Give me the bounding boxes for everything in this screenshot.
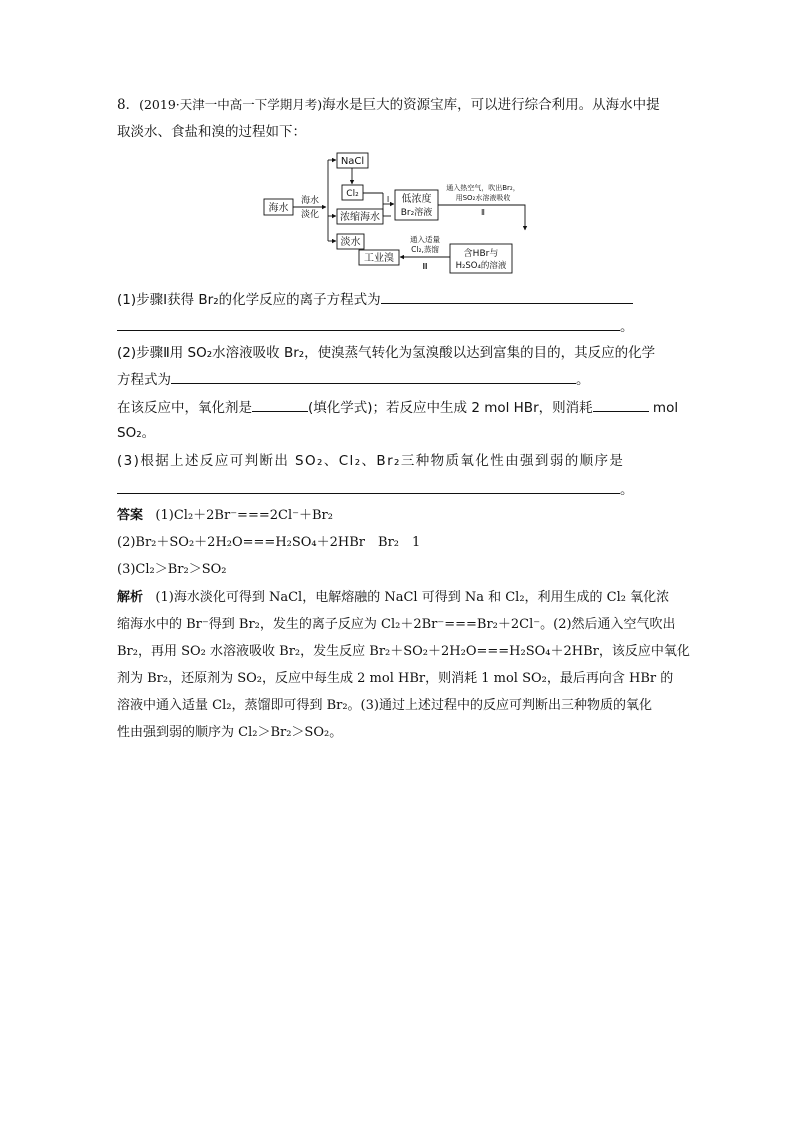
q2-text-1: (2)步骤Ⅱ用 SO₂水溶液吸收 Br₂，使溴蒸气转化为氢溴酸以达到富集的目的，其反应的化学	[117, 345, 656, 361]
seawater-label: 海水	[268, 203, 289, 214]
q3-text: (3)根据上述反应可判断出 SO₂、Cl₂、Br₂三种物质氧化性由强到弱的顺序是	[117, 453, 625, 469]
q3-end: 。	[620, 482, 634, 498]
q2-line-2	[117, 369, 590, 389]
q1-line-2	[117, 316, 634, 336]
nacl-label: NaCl	[340, 156, 365, 167]
analysis-line-4	[117, 670, 673, 688]
q2-text-2: 方程式为	[117, 372, 171, 388]
hot-air-label-1: 通入热空气，吹出Br₂，	[446, 184, 520, 192]
step3-label: Ⅲ	[422, 262, 428, 271]
cl2-in-label-2: Cl₂,蒸馏	[411, 245, 439, 254]
analysis-line-2	[117, 616, 676, 634]
question-number: 8．	[117, 97, 140, 113]
q2-text-3a: 在该反应中，氧化剂是	[117, 400, 252, 416]
q1-blank-1	[381, 289, 633, 304]
answer-line-3	[117, 561, 227, 579]
analysis-5: 溶液中通入适量 Cl₂，蒸馏即可得到 Br₂。(3)通过上述过程中的反应可判断出三种物质的氧化	[117, 698, 652, 713]
q2-text-4: SO₂。	[117, 425, 156, 441]
desal-label-1: 海水	[300, 196, 320, 206]
analysis-6: 性由强到弱的顺序为 Cl₂＞Br₂＞SO₂。	[117, 725, 343, 740]
question-stem-line-1	[117, 96, 660, 114]
answer-line-2	[117, 534, 420, 552]
answer-line-1	[117, 507, 333, 525]
q2-blank-mol	[593, 397, 649, 412]
step2-label: Ⅱ	[481, 208, 485, 217]
analysis-1: (1)海水淡化可得到 NaCl，电解熔融的 NaCl 可得到 Na 和 Cl₂，利用生成的 Cl₂ 氧化浓	[155, 590, 670, 605]
q2-blank-oxidant	[252, 397, 308, 412]
low-br2-label-2: Br₂溶液	[400, 208, 433, 218]
analysis-2: 缩海水中的 Br⁻得到 Br₂，发生的离子反应为 Cl₂＋2Br⁻===Br₂＋2Cl⁻。(2)然后通入空气吹出	[117, 617, 676, 632]
q2-text-3b: (填化学式)；若反应中生成 2 mol HBr，则消耗	[308, 400, 593, 416]
analysis-line-1	[117, 589, 669, 607]
industrial-br-label: 工业溴	[364, 253, 394, 264]
hbr-solution-label-1: 含HBr与	[463, 249, 499, 259]
q3-line-1	[117, 452, 624, 470]
answer-2: (2)Br₂＋SO₂＋2H₂O===H₂SO₄＋2HBr Br₂ 1	[117, 535, 421, 550]
low-br2-label-1: 低浓度	[401, 194, 432, 205]
analysis-line-6	[117, 724, 342, 742]
question-stem-1: 海水是巨大的资源宝库，可以进行综合利用。从海水中提	[322, 97, 660, 113]
step1-label: Ⅰ	[386, 195, 390, 204]
question-stem-2: 取淡水、食盐和溴的过程如下：	[117, 124, 306, 140]
q1-text: (1)步骤Ⅰ获得 Br₂的化学反应的离子方程式为	[117, 292, 381, 308]
q2-line-3	[117, 397, 678, 417]
answer-1: (1)Cl₂＋2Br⁻===2Cl⁻＋Br₂	[155, 508, 333, 523]
process-flow-diagram	[255, 150, 555, 276]
analysis-line-3	[117, 643, 690, 661]
analysis-4: 剂为 Br₂，还原剂为 SO₂，反应中每生成 2 mol HBr，则消耗 1 mol SO₂，最后再向含 HBr 的	[117, 671, 674, 686]
question-stem-line-2	[117, 123, 306, 141]
conc-seawater-label: 浓缩海水	[340, 212, 380, 223]
q2-blank-equation	[171, 369, 576, 384]
q3-blank	[117, 479, 620, 494]
q1-blank-2	[117, 316, 620, 331]
answer-3: (3)Cl₂＞Br₂＞SO₂	[117, 562, 227, 577]
question-source: (2019·天津一中高一下学期月考)	[139, 97, 323, 112]
q3-line-2	[117, 479, 634, 499]
freshwater-label: 淡水	[340, 237, 361, 248]
analysis-label: 解析	[117, 590, 144, 605]
q1-end: 。	[620, 319, 634, 335]
hot-air-label-2: 用SO₂水溶液吸收	[455, 194, 511, 202]
analysis-line-5	[117, 697, 652, 715]
q2-text-3c: mol	[652, 400, 679, 416]
hbr-solution-label-2: H₂SO₄的溶液	[455, 261, 507, 271]
analysis-3: Br₂，再用 SO₂ 水溶液吸收 Br₂，发生反应 Br₂＋SO₂＋2H₂O===H₂SO₄＋2HBr，该反应中氧化	[117, 644, 690, 659]
answer-label: 答案	[117, 508, 144, 523]
q2-line-4	[117, 424, 155, 442]
cl2-label: Cl₂	[346, 189, 359, 199]
cl2-in-label-1: 通入适量	[410, 235, 440, 244]
q2-end: 。	[576, 372, 590, 388]
q2-line-1	[117, 344, 655, 362]
q1-line	[117, 289, 633, 309]
desal-label-2: 淡化	[300, 210, 320, 220]
